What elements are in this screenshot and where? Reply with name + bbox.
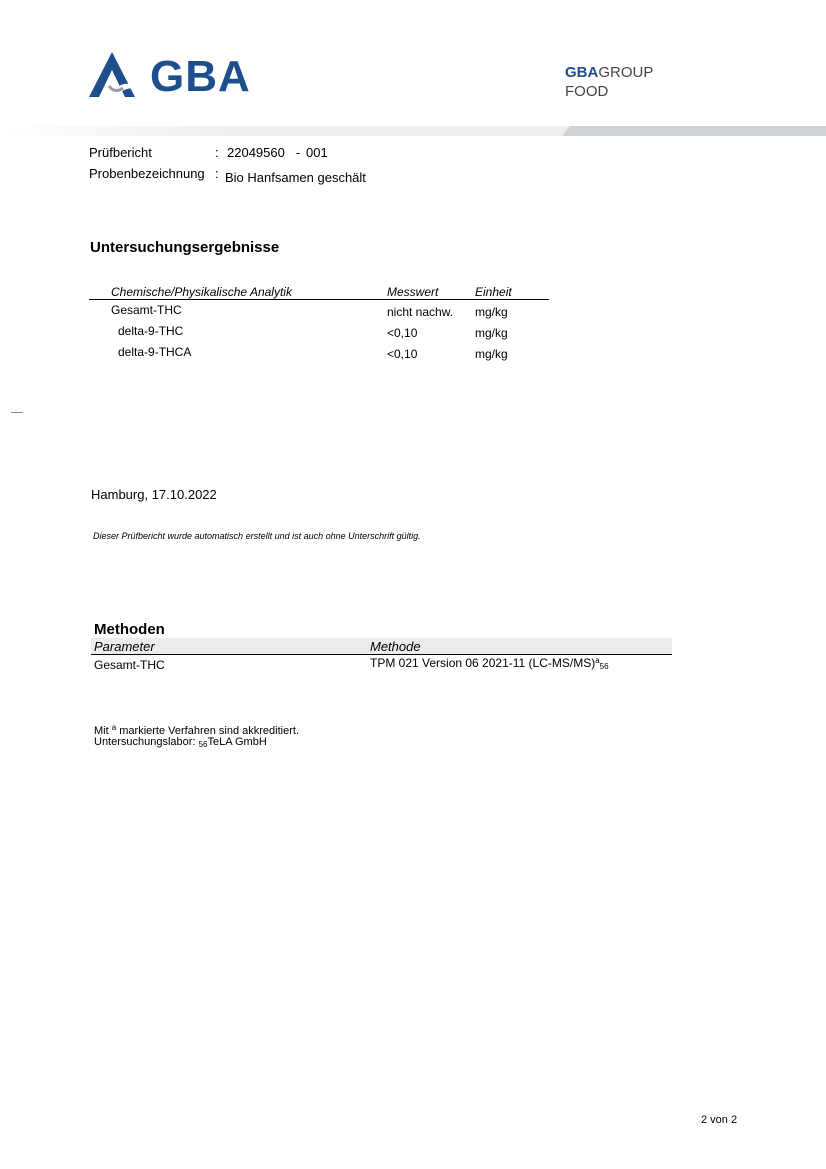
gba-group-food-logo xyxy=(565,63,653,101)
lab-sub: 56 xyxy=(198,740,208,749)
methods-row-method: TPM 021 Version 06 2021-11 (LC-MS/MS) xyxy=(370,656,596,670)
page-number: 2 von 2 xyxy=(701,1114,738,1126)
accr-sup: a xyxy=(111,723,117,732)
result-row-2-name: delta-9-THCA xyxy=(118,345,192,359)
result-row-1-name: delta-9-THC xyxy=(118,324,184,338)
result-row-0-value: nicht nachw. xyxy=(387,305,454,319)
report-number: 22049560 xyxy=(227,145,285,160)
result-row-0-name: Gesamt-THC xyxy=(111,303,182,317)
gba-logo-mark xyxy=(89,52,145,98)
sample-value: Bio Hanfsamen geschält xyxy=(225,170,366,185)
report-sep: : xyxy=(215,145,219,160)
group-brand: GBA xyxy=(565,64,599,81)
methods-header-rule xyxy=(91,654,672,655)
report-label: Prüfbericht xyxy=(89,145,152,160)
group-sub: FOOD xyxy=(565,83,609,100)
accr-pre: Mit xyxy=(94,725,109,737)
fold-mark xyxy=(11,412,23,413)
methods-col-method: Methode xyxy=(370,639,421,654)
result-row-2-unit: mg/kg xyxy=(475,347,508,361)
methods-row-method-cell xyxy=(370,656,609,671)
accreditation-note xyxy=(94,723,299,737)
methods-title: Methoden xyxy=(94,621,165,638)
lab-label: Untersuchungslabor: xyxy=(94,736,196,748)
auto-note: Dieser Prüfbericht wurde automatisch erstellt und ist auch ohne Unterschrift gültig. xyxy=(93,531,421,541)
group-word: GROUP xyxy=(598,64,654,81)
place-date: Hamburg, 17.10.2022 xyxy=(91,487,217,502)
methods-row-sub: 56 xyxy=(599,662,609,671)
gba-logo-text: GBA xyxy=(150,52,251,101)
report-suffix: 001 xyxy=(306,145,328,160)
results-title: Untersuchungsergebnisse xyxy=(90,239,280,256)
result-row-1-unit: mg/kg xyxy=(475,326,508,340)
col-einheit: Einheit xyxy=(475,285,512,299)
result-row-1-value: <0,10 xyxy=(387,326,418,340)
sample-sep: : xyxy=(215,166,219,181)
sample-label: Probenbezeichnung xyxy=(89,166,205,181)
result-row-2-value: <0,10 xyxy=(387,347,418,361)
results-header-rule xyxy=(89,299,549,300)
methods-row-sup: a xyxy=(595,656,600,665)
lab-name: TeLA GmbH xyxy=(207,736,267,748)
result-row-0-unit: mg/kg xyxy=(475,305,508,319)
methods-col-param: Parameter xyxy=(94,639,155,654)
header-band xyxy=(0,126,826,136)
accr-post: markierte Verfahren sind akkreditiert. xyxy=(119,725,299,737)
lab-note xyxy=(94,736,267,749)
report-dash: - xyxy=(296,145,301,160)
col-messwert: Messwert xyxy=(387,285,439,299)
methods-row-param: Gesamt-THC xyxy=(94,658,165,672)
col-analytik: Chemische/Physikalische Analytik xyxy=(111,285,292,299)
